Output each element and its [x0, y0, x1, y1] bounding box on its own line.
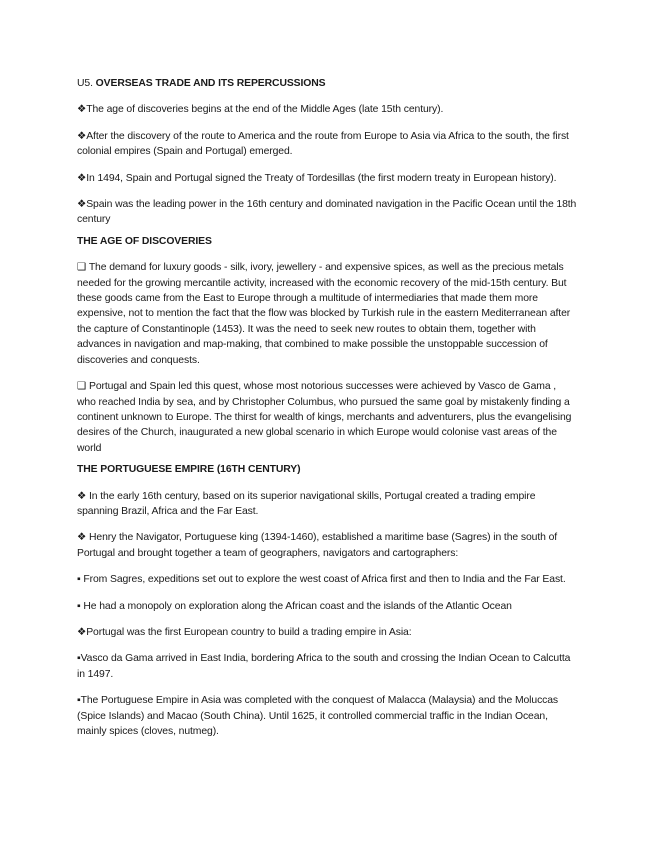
document-page [77, 76, 577, 750]
empire-paragraph: ▪ From Sagres, expeditions set out to explore the west coast of Africa first and then to India and the Far East. [77, 574, 566, 586]
empire-paragraph: ❖ Henry the Navigator, Portuguese king (1394-1460), established a maritime base (Sagres) in the south of Portugal and brought together a team of geographers, navigators and cartographers: [77, 532, 558, 559]
unit-title [77, 76, 577, 91]
intro-paragraph: ❖After the discovery of the route to America and the route from Europe to Asia via Africa to the south, the first colonial empires (Spain and Portugal) emerged. [77, 130, 569, 158]
empire-paragraph: ❖Portugal was the first European country to build a trading empire in Asia: [77, 626, 412, 638]
section-heading-age-of-discoveries: THE AGE OF DISCOVERIES [77, 235, 212, 247]
discoveries-paragraph: ❑ Portugal and Spain led this quest, whose most notorious successes were achieved by Vasco de Gama , who reached India by sea, and by Christopher Columbus, who pursued the same goal by mistakenly finding a continent unknown to Europe. The thirst for wealth of kings, merchants and adventurers, plus the evangelising desires of the Church, inaugurated a new global scenario in which Europe would colonise vast areas of the world [77, 381, 572, 454]
intro-paragraph: ❖The age of discoveries begins at the end of the Middle Ages (late 15th century). [77, 104, 444, 116]
intro-paragraph: ❖In 1494, Spain and Portugal signed the Treaty of Tordesillas (the first modern treaty in European history). [77, 172, 557, 184]
empire-paragraph: ▪The Portuguese Empire in Asia was completed with the conquest of Malacca (Malaysia) and the Moluccas (Spice Islands) and Macao (South China). Until 1625, it controlled commercial traffic in the Indian Ocean, mainly spices (cloves, nutmeg). [77, 695, 559, 737]
empire-paragraph: ▪ He had a monopoly on exploration along the African coast and the islands of the Atlantic Ocean [77, 600, 512, 612]
section-heading-portuguese-empire: THE PORTUGUESE EMPIRE (16TH CENTURY) [77, 464, 301, 476]
unit-number: U5. [77, 78, 93, 89]
unit-title-text: OVERSEAS TRADE AND ITS REPERCUSSIONS [95, 78, 326, 89]
discoveries-paragraph: ❑ The demand for luxury goods - silk, ivory, jewellery - and expensive spices, as well as the precious metals needed for the growing mercantile activity, increased with the economic recovery of the mid-15th century. But these goods came from the East to Europe through a multitude of intermediaries that made them more expensive, not to mention the fact that the flow was blocked by Turkish rule in the eastern Mediterranean after the capture of Constantinople (1453). It was the need to seek new routes to obtain them, together with advances in navigation and map-making, that combined to make possible the unstoppable succession of discoveries and conquests. [77, 262, 571, 366]
empire-paragraph: ❖ In the early 16th century, based on its superior navigational skills, Portugal created a trading empire spanning Brazil, Africa and the Far East. [77, 490, 536, 517]
intro-paragraph: ❖Spain was the leading power in the 16th century and dominated navigation in the Pacific Ocean until the 18th century [77, 199, 577, 226]
empire-paragraph: ▪Vasco da Gama arrived in East India, bordering Africa to the south and crossing the Indian Ocean to Calcutta in 1497. [77, 653, 571, 680]
